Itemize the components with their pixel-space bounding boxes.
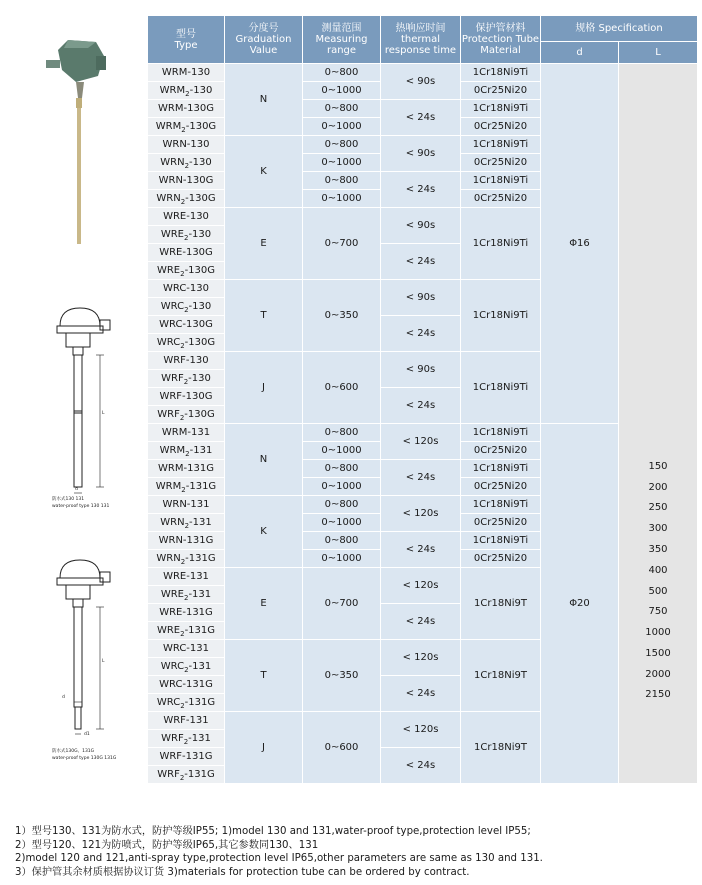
range-cell: 0~600 <box>303 352 381 424</box>
material-cell: 1Cr18Ni9Ti <box>461 100 541 118</box>
response-cell: < 24s <box>381 604 461 640</box>
material-cell: 0Cr25Ni20 <box>461 550 541 568</box>
type-cell: WRF-130 <box>148 352 225 370</box>
type-cell: $WRC_2-131$ <box>148 658 225 676</box>
response-cell: < 90s <box>381 352 461 388</box>
type-cell: $WRN_2-130G$ <box>148 190 225 208</box>
material-cell: 1Cr18Ni9Ti <box>461 496 541 514</box>
header-material: 保护管材料 Protection Tube Material <box>461 16 541 64</box>
material-cell: 1Cr18Ni9T <box>461 712 541 784</box>
L-value: 1500 <box>645 647 671 659</box>
type-cell: $WRE_2-131$ <box>148 586 225 604</box>
response-cell: < 24s <box>381 532 461 568</box>
drawing2-caption-en: water-proof type 130G 131G <box>52 756 117 761</box>
range-cell: 0~1000 <box>303 154 381 172</box>
drawing2-L-label: L <box>102 659 105 664</box>
L-value: 200 <box>648 481 668 493</box>
header-d: d <box>541 42 619 64</box>
graduation-cell: E <box>225 208 303 280</box>
response-cell: < 24s <box>381 172 461 208</box>
note-4: 3）保护管其余材质根据协议订货 3)materials for protection tube can be ordered by contract. <box>15 866 470 878</box>
range-cell: 0~800 <box>303 136 381 154</box>
thermocouple-photo <box>38 22 118 247</box>
material-cell: 0Cr25Ni20 <box>461 82 541 100</box>
range-cell: 0~800 <box>303 424 381 442</box>
response-cell: < 24s <box>381 100 461 136</box>
L-value: 250 <box>648 502 668 514</box>
L-value: 350 <box>648 543 668 555</box>
L-value: 750 <box>648 606 668 618</box>
material-cell: 1Cr18Ni9Ti <box>461 172 541 190</box>
specification-table <box>147 15 698 784</box>
range-cell: 0~800 <box>303 100 381 118</box>
d-cell: Φ16 <box>541 64 619 424</box>
material-cell: 1Cr18Ni9T <box>461 568 541 640</box>
graduation-cell: K <box>225 136 303 208</box>
L-value: 400 <box>648 564 668 576</box>
range-cell: 0~1000 <box>303 514 381 532</box>
type-cell: $WRF_2-131G$ <box>148 766 225 784</box>
range-cell: 0~1000 <box>303 550 381 568</box>
material-cell: 1Cr18Ni9Ti <box>461 424 541 442</box>
type-cell: $WRF_2-130$ <box>148 370 225 388</box>
response-cell: < 90s <box>381 280 461 316</box>
response-cell: < 120s <box>381 424 461 460</box>
type-cell: $WRF_2-130G$ <box>148 406 225 424</box>
header-graduation: 分度号 Graduation Value <box>225 16 303 64</box>
material-cell: 0Cr25Ni20 <box>461 442 541 460</box>
range-cell: 0~1000 <box>303 82 381 100</box>
material-cell: 0Cr25Ni20 <box>461 154 541 172</box>
type-cell: $WRE_2-130$ <box>148 226 225 244</box>
range-cell: 0~700 <box>303 568 381 640</box>
type-cell: WRN-131G <box>148 532 225 550</box>
response-cell: < 24s <box>381 244 461 280</box>
note-2: 2）型号120、121为防喷式，防护等级IP65,其它参数同130、131 <box>15 839 319 851</box>
drawing1-L-label: L <box>102 411 105 416</box>
type-cell: $WRM_2-130$ <box>148 82 225 100</box>
response-cell: < 90s <box>381 136 461 172</box>
response-cell: < 90s <box>381 64 461 100</box>
type-cell: $WRF_2-131$ <box>148 730 225 748</box>
drawing-type-130g-131g <box>40 548 125 768</box>
type-cell: $WRE_2-131G$ <box>148 622 225 640</box>
type-cell: WRM-131 <box>148 424 225 442</box>
material-cell: 1Cr18Ni9Ti <box>461 136 541 154</box>
response-cell: < 24s <box>381 388 461 424</box>
header-specification: 规格 Specification <box>541 16 698 42</box>
type-cell: WRE-131G <box>148 604 225 622</box>
range-cell: 0~800 <box>303 496 381 514</box>
response-cell: < 24s <box>381 460 461 496</box>
graduation-cell: J <box>225 352 303 424</box>
type-cell: $WRN_2-130$ <box>148 154 225 172</box>
type-cell: WRN-130G <box>148 172 225 190</box>
note-1: 1）型号130、131为防水式，防护等级IP55; 1)model 130 and 131,water-proof type,protection level IP55; <box>15 826 531 837</box>
type-cell: WRF-130G <box>148 388 225 406</box>
d-cell: Φ20 <box>541 424 619 784</box>
L-cell <box>619 64 698 784</box>
L-value: 1000 <box>645 627 671 639</box>
type-cell: $WRE_2-130G$ <box>148 262 225 280</box>
type-cell: WRM-130G <box>148 100 225 118</box>
type-cell: $WRM_2-130G$ <box>148 118 225 136</box>
material-cell: 1Cr18Ni9T <box>461 640 541 712</box>
graduation-cell: J <box>225 712 303 784</box>
note-3: 2)model 120 and 121,anti-spray type,protection level IP65,other parameters are same as 130 and 131. <box>15 853 543 864</box>
footnotes <box>15 825 543 879</box>
range-cell: 0~1000 <box>303 478 381 496</box>
header-range: 测量范围 Measuring range <box>303 16 381 64</box>
graduation-cell: T <box>225 640 303 712</box>
material-cell: 0Cr25Ni20 <box>461 478 541 496</box>
table-row <box>148 64 698 82</box>
L-value: 2150 <box>645 689 671 701</box>
material-cell: 1Cr18Ni9Ti <box>461 64 541 82</box>
material-cell: 1Cr18Ni9Ti <box>461 460 541 478</box>
material-cell: 1Cr18Ni9Ti <box>461 208 541 280</box>
material-cell: 1Cr18Ni9Ti <box>461 352 541 424</box>
type-cell: $WRM_2-131G$ <box>148 478 225 496</box>
range-cell: 0~350 <box>303 280 381 352</box>
response-cell: < 120s <box>381 568 461 604</box>
type-cell: WRF-131G <box>148 748 225 766</box>
type-cell: $WRC_2-130G$ <box>148 334 225 352</box>
material-cell: 1Cr18Ni9Ti <box>461 532 541 550</box>
material-cell: 1Cr18Ni9Ti <box>461 280 541 352</box>
graduation-cell: N <box>225 64 303 136</box>
L-value: 300 <box>648 523 668 535</box>
response-cell: < 24s <box>381 748 461 784</box>
type-cell: WRF-131 <box>148 712 225 730</box>
L-value: 500 <box>648 585 668 597</box>
drawing1-caption-cn: 防水式130 131 <box>52 497 85 502</box>
drawing2-caption-cn: 防水式130G、131G <box>52 749 95 754</box>
response-cell: < 120s <box>381 640 461 676</box>
range-cell: 0~800 <box>303 532 381 550</box>
type-cell: WRN-130 <box>148 136 225 154</box>
type-cell: WRC-130 <box>148 280 225 298</box>
material-cell: 0Cr25Ni20 <box>461 514 541 532</box>
type-cell: WRN-131 <box>148 496 225 514</box>
drawing-type-130-131 <box>40 296 125 516</box>
type-cell: WRM-131G <box>148 460 225 478</box>
header-response: 热响应时间 thermal response time <box>381 16 461 64</box>
type-cell: WRE-130 <box>148 208 225 226</box>
type-cell: WRC-131 <box>148 640 225 658</box>
range-cell: 0~800 <box>303 64 381 82</box>
type-cell: $WRC_2-131G$ <box>148 694 225 712</box>
response-cell: < 120s <box>381 712 461 748</box>
L-value: 2000 <box>645 668 671 680</box>
type-cell: WRE-130G <box>148 244 225 262</box>
range-cell: 0~800 <box>303 172 381 190</box>
range-cell: 0~1000 <box>303 190 381 208</box>
graduation-cell: N <box>225 424 303 496</box>
type-cell: WRC-130G <box>148 316 225 334</box>
range-cell: 0~1000 <box>303 118 381 136</box>
graduation-cell: E <box>225 568 303 640</box>
drawing1-caption-en: water-proof type 130 131 <box>52 504 110 509</box>
table-row <box>148 424 698 442</box>
range-cell: 0~700 <box>303 208 381 280</box>
drawing2-d-label: d <box>62 695 65 700</box>
range-cell: 0~1000 <box>303 442 381 460</box>
response-cell: < 24s <box>381 316 461 352</box>
type-cell: $WRN_2-131$ <box>148 514 225 532</box>
response-cell: < 90s <box>381 208 461 244</box>
header-L: L <box>619 42 698 64</box>
range-cell: 0~800 <box>303 460 381 478</box>
graduation-cell: K <box>225 496 303 568</box>
header-type: 型号 Type <box>148 16 225 64</box>
drawing2-d1-label: d1 <box>84 732 90 737</box>
response-cell: < 120s <box>381 496 461 532</box>
graduation-cell: T <box>225 280 303 352</box>
L-value: 150 <box>648 460 668 472</box>
type-cell: WRM-130 <box>148 64 225 82</box>
type-cell: WRE-131 <box>148 568 225 586</box>
range-cell: 0~350 <box>303 640 381 712</box>
type-cell: $WRM_2-131$ <box>148 442 225 460</box>
range-cell: 0~600 <box>303 712 381 784</box>
type-cell: WRC-131G <box>148 676 225 694</box>
material-cell: 0Cr25Ni20 <box>461 190 541 208</box>
response-cell: < 24s <box>381 676 461 712</box>
material-cell: 0Cr25Ni20 <box>461 118 541 136</box>
type-cell: $WRC_2-130$ <box>148 298 225 316</box>
drawing1-d-label: d <box>75 487 78 492</box>
type-cell: $WRN_2-131G$ <box>148 550 225 568</box>
